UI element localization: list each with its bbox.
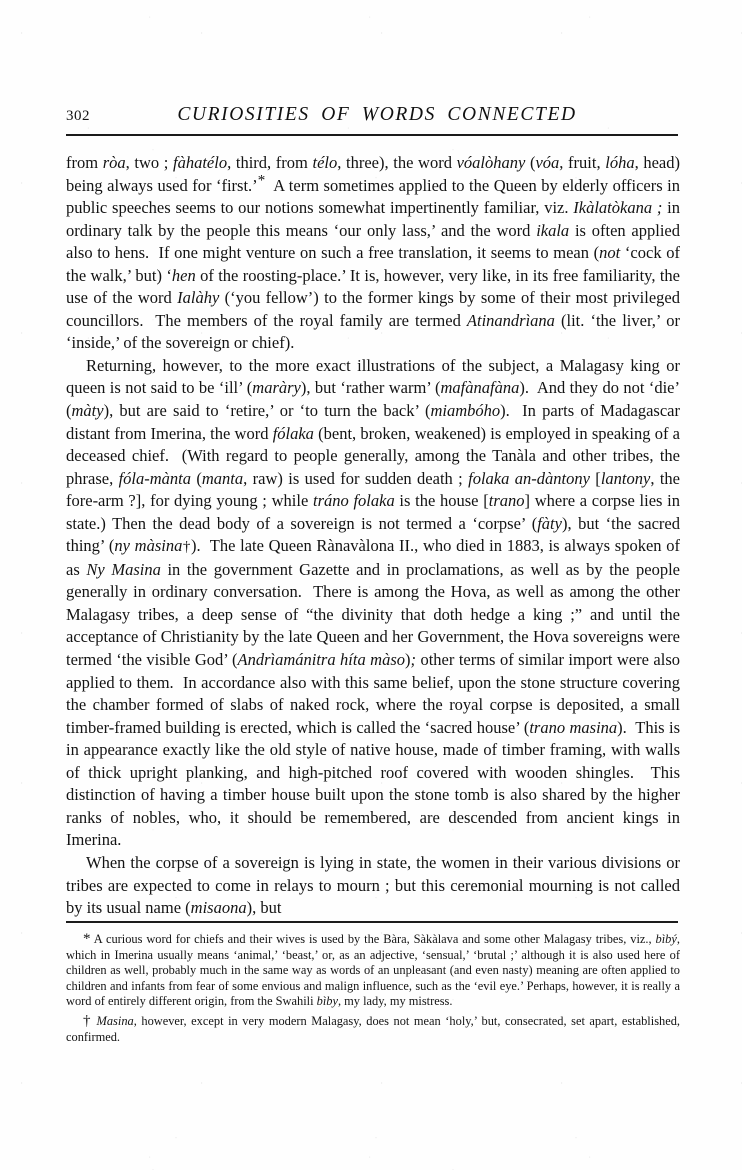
footnote: * A curious word for chiefs and their wives is used by the Bàra, Sàkàlava and some other Malagasy tribes, viz., bìbý, which in Imerina usually means ‘animal,’ ‘beast,’ or, as an adjective, ‘sensual,’ ‘brutal ;’ although it is also used here of children as well, probably much in the same way as words of an unpleasant (and even nasty) meaning are often applied to children and infants from fear of some envious and malign influence, such as the ‘evil eye.’ Perhaps, however, it is really a word of entirely different origin, from the Swahili bìby, my lady, my mistress. — [66, 931, 680, 1009]
body-text-column — [66, 152, 680, 920]
paragraph: When the corpse of a sovereign is lying in state, the women in their various divisions or tribes are expected to come in relays to mourn ; but this ceremonial mourning is not called by its usual name (misaona), but — [66, 852, 680, 918]
running-title: CURIOSITIES OF WORDS CONNECTED — [177, 104, 577, 125]
footnote: † Masina, however, except in very modern Malagasy, does not mean ‘holy,’ but, consecrated, set apart, established, confirmed. — [66, 1012, 681, 1044]
paragraph: Returning, however, to the more exact illustrations of the subject, a Malagasy king or queen is not said to be ‘ill’ (maràry), but ‘rather warm’ (mafànafàna). And they do not ‘die’ (màty), but are said to ‘retire,’ or ‘to turn the back’ (miambóho). In parts of Madagascar distant from Imerina, the word fólaka (bent, broken, weakened) is employed in speaking of a deceased chief. (With regard to people generally, among the Tanàla and other tribes, the phrase, fóla-mànta (manta, raw) is used for sudden death ; folaka an-dàntony [lantony, the fore-arm ?], for dying young ; while tráno folaka is the house [trano] where a corpse lies in state.) Then the dead body of a sovereign is not termed a ‘corpse’ (fàty), but ‘the sacred thing’ (ny màsina†). The late Queen Rànavàlona II., who died in 1883, is always spoken of as Ny Masina in the government Gazette and in proclamations, as well as by the people generally in ordinary conversation. There is among the Hova, as well as among the other Malagasy tribes, a deep sense of “the divinity that doth hedge a king ;” and until the acceptance of Christianity by the late Queen and her Government, the Hova sovereigns were termed ‘the visible God’ (Andrìamánitra híta màso); other terms of similar import were also applied to them. In accordance also with this same belief, upon the stone structure covering the chamber formed of slabs of naked rock, where the royal corpse is deposited, a small timber-framed building is erected, which is called the ‘sacred house’ (trano masina). This is in appearance exactly like the old style of native house, made of timber framing, with walls of thick upright planking, and high-pitched roof covered with wooden shingles. This distinction of having a timber house built upon the stone tomb is also shared by the higher ranks of nobles, who, it should be remembered, are descended from ancient kings in Imerina. — [66, 355, 681, 850]
header-rule — [66, 134, 678, 136]
footnote-block — [66, 932, 680, 1045]
running-head — [66, 104, 678, 126]
page-number: 302 — [66, 108, 90, 124]
footnote-rule — [66, 921, 678, 923]
paragraph: from ròa, two ; fàhatélo, third, from télo, three), the word vóalòhany (vóa, fruit, lóha, head) being always used for ‘first.’* A term sometimes applied to the Queen by elderly officers in public speeches seems to our notions somewhat impertinently familiar, viz. Ikàlatòkana ; in ordinary talk by the people this means ‘our only lass,’ and the word ikala is often applied also to hens. If one might venture on such a free translation, it seems to mean (not ‘cock of the walk,’ but) ‘hen of the roosting-place.’ It is, however, very like, in its free familiarity, the use of the word Ialàhy (‘you fellow’) to the former kings by some of their most privileged councillors. The members of the royal family are termed Atinandrìana (lit. ‘the liver,’ or ‘inside,’ of the sovereign or chief). — [66, 153, 681, 353]
